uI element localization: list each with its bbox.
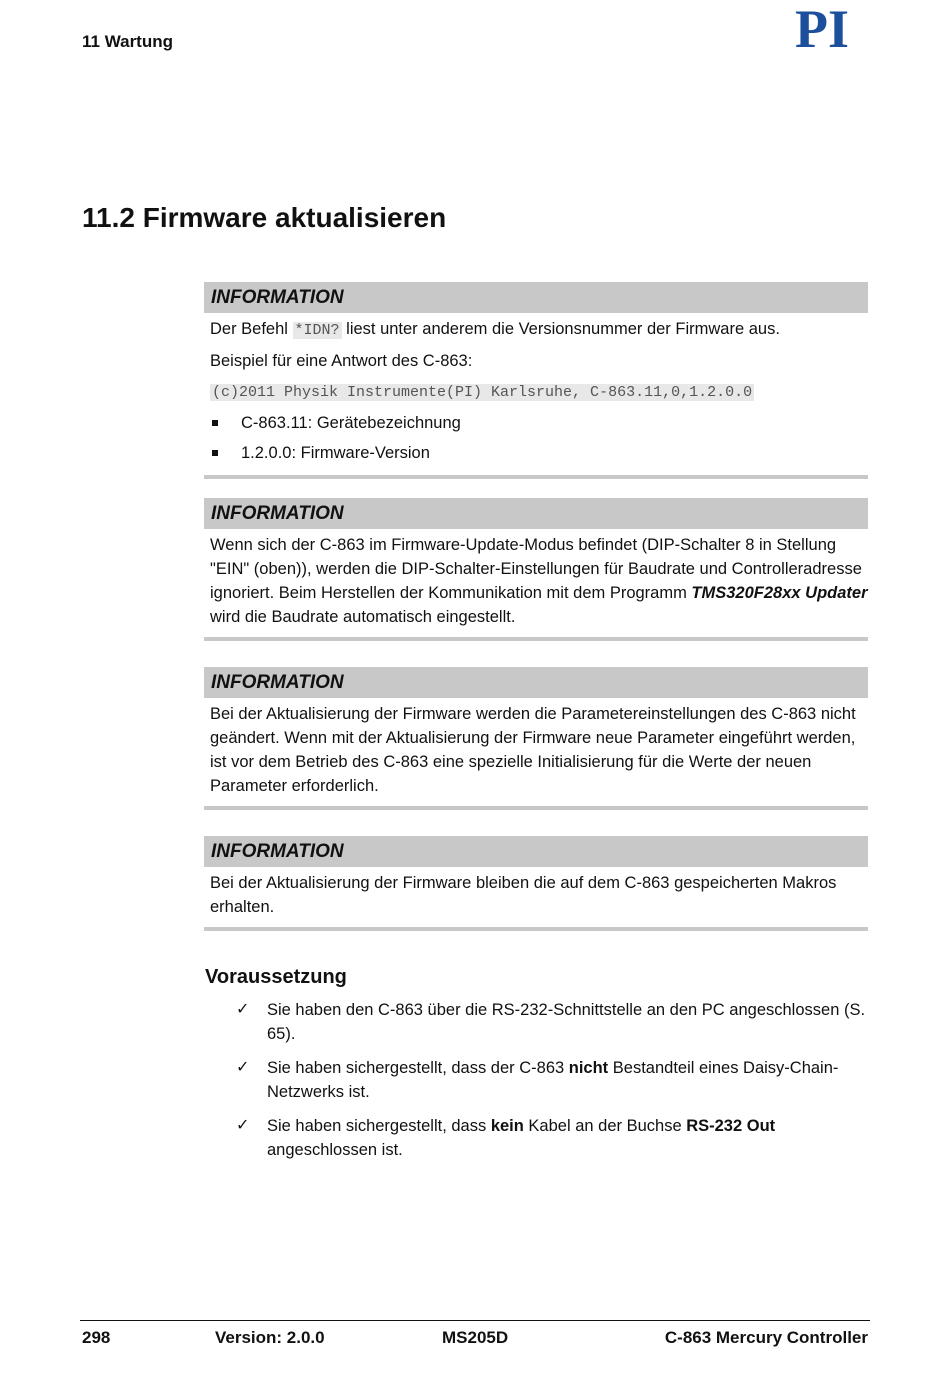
- idn-bullet-list: [210, 411, 868, 465]
- pi-logo-mark: [775, 6, 869, 50]
- bullet-square-icon: [212, 420, 218, 426]
- logo-text: PI: [795, 6, 849, 50]
- info-box-dip-switch: [204, 498, 868, 641]
- footer-page-number: 298: [82, 1328, 111, 1347]
- list-item: ✓ Sie haben sichergestellt, dass kein Kabel an der Buchse RS-232 Out angeschlossen ist.: [236, 1114, 872, 1162]
- checkmark-icon: ✓: [236, 1001, 250, 1018]
- example-response: [210, 379, 868, 405]
- list-item: ✓ Sie haben sichergestellt, dass der C-863 nicht Bestandteil eines Daisy-Chain-Netzwerks ist.: [236, 1056, 872, 1104]
- idn-command-code: *IDN?: [294, 322, 340, 339]
- list-item: C-863.11: Gerätebezeichnung: [210, 411, 868, 435]
- checkmark-icon: ✓: [236, 1059, 250, 1076]
- dip-switch-paragraph: Wenn sich der C-863 im Firmware-Update-Modus befindet (DIP-Schalter 8 in Stellung "EIN" (oben)), werden die DIP-Schalter-Einstellungen für Baudrate und Controlleradresse ignoriert. Beim Herstellen der Kommunikation mit dem Programm TMS320F28xx Updater wird die Baudrate automatisch eingestellt.: [210, 536, 868, 626]
- info-box-parameters: [204, 667, 868, 810]
- pi-logo: [775, 6, 869, 50]
- info-box-rule: [204, 475, 868, 479]
- list-item: 1.2.0.0: Firmware-Version: [210, 441, 868, 465]
- parameters-paragraph: Bei der Aktualisierung der Firmware werden die Parametereinstellungen des C-863 nicht geändert. Wenn mit der Aktualisierung der Firmware neue Parameter eingeführt werden, ist vor dem Betrieb des C-863 eine spezielle Initialisierung für die Werte der neuen Parameter erforderlich.: [210, 705, 856, 795]
- page-title: 11.2 Firmware aktualisieren: [82, 202, 447, 233]
- checkmark-icon: ✓: [236, 1117, 250, 1134]
- macros-paragraph: Bei der Aktualisierung der Firmware bleiben die auf dem C-863 gespeicherten Makros erhalten.: [210, 874, 837, 916]
- program-name: TMS320F28xx Updater: [691, 584, 868, 602]
- info-box-macros: [204, 836, 868, 931]
- list-item: ✓ Sie haben den C-863 über die RS-232-Schnittstelle an den PC angeschlossen (S. 65).: [236, 998, 872, 1046]
- footer-version: Version: 2.0.0: [215, 1328, 325, 1347]
- info-box-rule: [204, 927, 868, 931]
- info-box-body: [204, 529, 868, 629]
- example-intro: Beispiel für eine Antwort des C-863:: [210, 352, 473, 370]
- info-box-heading: INFORMATION: [204, 282, 868, 313]
- info-box-body: [204, 698, 868, 798]
- info-box-heading: INFORMATION: [204, 667, 868, 698]
- info-box-body: [204, 313, 868, 465]
- info-box-heading: INFORMATION: [204, 498, 868, 529]
- info-box-rule: [204, 806, 868, 810]
- prerequisites-list: [236, 998, 872, 1172]
- idn-paragraph: Der Befehl *IDN? liest unter anderem die Versionsnummer der Firmware aus.: [210, 320, 780, 339]
- header-section-label: 11 Wartung: [82, 32, 173, 51]
- example-response-code: (c)2011 Physik Instrumente(PI) Karlsruhe, C-863.11,0,1.2.0.0: [212, 384, 753, 401]
- prerequisites-heading: Voraussetzung: [205, 966, 347, 988]
- footer-document-id: MS205D: [442, 1328, 509, 1347]
- footer-divider: [80, 1320, 870, 1321]
- footer-product-name: C-863 Mercury Controller: [664, 1328, 868, 1347]
- info-box-idn: [204, 282, 868, 479]
- info-box-rule: [204, 637, 868, 641]
- info-box-heading: INFORMATION: [204, 836, 868, 867]
- info-box-body: [204, 867, 868, 919]
- bullet-square-icon: [212, 450, 218, 456]
